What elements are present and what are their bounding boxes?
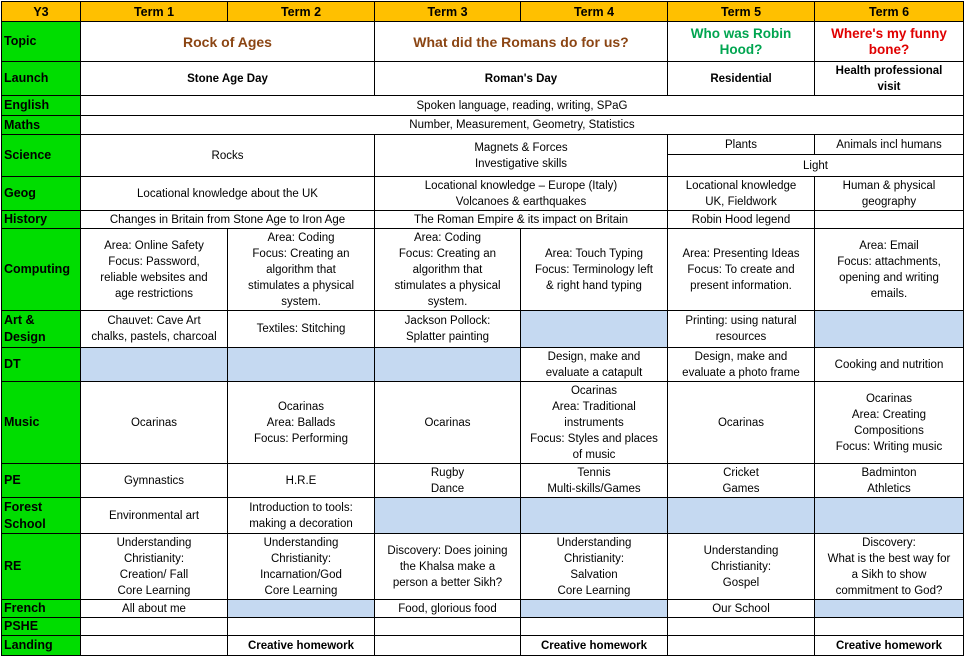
landing-label: Landing (2, 636, 81, 656)
music-term-3: Ocarinas (375, 382, 521, 464)
re-term-1: Understanding Christianity: Creation/ Fall Core Learning (81, 534, 228, 600)
maths-label: Maths (2, 116, 81, 135)
music-row (2, 382, 964, 464)
topic-row (2, 22, 964, 62)
geog-label: Geog (2, 177, 81, 211)
pe-row (2, 464, 964, 498)
landing-row (2, 636, 964, 656)
pe-term-2: H.R.E (228, 464, 375, 498)
pshe-row (2, 618, 964, 636)
pe-label: PE (2, 464, 81, 498)
pe-term-6: Badminton Athletics (815, 464, 964, 498)
art-row (2, 311, 964, 348)
art-term-6 (815, 311, 964, 348)
term-2-header: Term 2 (228, 2, 375, 22)
term-3-header: Term 3 (375, 2, 521, 22)
launch-term-1-2: Stone Age Day (81, 62, 375, 96)
topic-term-6: Where's my funny bone? (815, 22, 964, 62)
pshe-term-5 (668, 618, 815, 636)
launch-row (2, 62, 964, 96)
geog-row (2, 177, 964, 211)
computing-row (2, 229, 964, 311)
topic-label: Topic (2, 22, 81, 62)
geog-term-6: Human & physical geography (815, 177, 964, 211)
art-term-3: Jackson Pollock: Splatter painting (375, 311, 521, 348)
science-term-3-4: Magnets & Forces Investigative skills (375, 135, 668, 177)
year-label: Y3 (2, 2, 81, 22)
art-term-1: Chauvet: Cave Art chalks, pastels, charcoal (81, 311, 228, 348)
art-term-2: Textiles: Stitching (228, 311, 375, 348)
re-term-2: Understanding Christianity: Incarnation/God Core Learning (228, 534, 375, 600)
forest-row (2, 498, 964, 534)
dt-term-2 (228, 348, 375, 382)
geog-term-3-4: Locational knowledge – Europe (Italy) Volcanoes & earthquakes (375, 177, 668, 211)
re-row (2, 534, 964, 600)
history-term-6 (815, 211, 964, 229)
science-label: Science (2, 135, 81, 177)
computing-term-2: Area: Coding Focus: Creating an algorithm that stimulates a physical system. (228, 229, 375, 311)
launch-term-5: Residential (668, 62, 815, 96)
history-label: History (2, 211, 81, 229)
pe-term-3: Rugby Dance (375, 464, 521, 498)
pe-term-1: Gymnastics (81, 464, 228, 498)
curriculum-table (1, 1, 964, 656)
launch-label: Launch (2, 62, 81, 96)
dt-term-5: Design, make and evaluate a photo frame (668, 348, 815, 382)
landing-term-3 (375, 636, 521, 656)
landing-term-4: Creative homework (521, 636, 668, 656)
launch-term-6: Health professional visit (815, 62, 964, 96)
maths-content: Number, Measurement, Geometry, Statistics (81, 116, 964, 135)
forest-term-6 (815, 498, 964, 534)
art-label: Art & Design (2, 311, 81, 348)
topic-term-3-4: What did the Romans do for us? (375, 22, 668, 62)
re-label: RE (2, 534, 81, 600)
pe-term-4: Tennis Multi-skills/Games (521, 464, 668, 498)
term-6-header: Term 6 (815, 2, 964, 22)
forest-term-1: Environmental art (81, 498, 228, 534)
art-term-5: Printing: using natural resources (668, 311, 815, 348)
term-1-header: Term 1 (81, 2, 228, 22)
french-term-2 (228, 600, 375, 618)
french-term-5: Our School (668, 600, 815, 618)
computing-term-3: Area: Coding Focus: Creating an algorithm that stimulates a physical system. (375, 229, 521, 311)
english-label: English (2, 96, 81, 116)
pshe-label: PSHE (2, 618, 81, 636)
forest-term-4 (521, 498, 668, 534)
music-term-5: Ocarinas (668, 382, 815, 464)
history-row (2, 211, 964, 229)
landing-term-5 (668, 636, 815, 656)
computing-term-5: Area: Presenting Ideas Focus: To create and present information. (668, 229, 815, 311)
history-term-3-4: The Roman Empire & its impact on Britain (375, 211, 668, 229)
term-5-header: Term 5 (668, 2, 815, 22)
english-content: Spoken language, reading, writing, SPaG (81, 96, 964, 116)
geog-term-5: Locational knowledge UK, Fieldwork (668, 177, 815, 211)
maths-row (2, 116, 964, 135)
geog-term-1-2: Locational knowledge about the UK (81, 177, 375, 211)
science-term-6: Animals incl humans (815, 135, 964, 155)
dt-term-4: Design, make and evaluate a catapult (521, 348, 668, 382)
re-term-5: Understanding Christianity: Gospel (668, 534, 815, 600)
dt-label: DT (2, 348, 81, 382)
pe-term-5: Cricket Games (668, 464, 815, 498)
history-term-1-2: Changes in Britain from Stone Age to Iron Age (81, 211, 375, 229)
re-term-6: Discovery: What is the best way for a Sikh to show commitment to God? (815, 534, 964, 600)
pshe-term-1 (81, 618, 228, 636)
term-4-header: Term 4 (521, 2, 668, 22)
re-term-4: Understanding Christianity: Salvation Core Learning (521, 534, 668, 600)
pshe-term-3 (375, 618, 521, 636)
music-term-4: Ocarinas Area: Traditional instruments Focus: Styles and places of music (521, 382, 668, 464)
landing-term-6: Creative homework (815, 636, 964, 656)
forest-term-3 (375, 498, 521, 534)
dt-term-3 (375, 348, 521, 382)
re-term-3: Discovery: Does joining the Khalsa make a person a better Sikh? (375, 534, 521, 600)
science-term-5: Plants (668, 135, 815, 155)
french-term-4 (521, 600, 668, 618)
french-term-6 (815, 600, 964, 618)
english-row (2, 96, 964, 116)
topic-term-1-2: Rock of Ages (81, 22, 375, 62)
computing-term-6: Area: Email Focus: attachments, opening and writing emails. (815, 229, 964, 311)
launch-term-3-4: Roman's Day (375, 62, 668, 96)
french-term-1: All about me (81, 600, 228, 618)
science-row (2, 135, 964, 155)
pshe-term-2 (228, 618, 375, 636)
landing-term-1 (81, 636, 228, 656)
art-term-4 (521, 311, 668, 348)
french-label: French (2, 600, 81, 618)
forest-term-5 (668, 498, 815, 534)
forest-term-2: Introduction to tools: making a decoration (228, 498, 375, 534)
music-term-1: Ocarinas (81, 382, 228, 464)
header-row (2, 2, 964, 22)
forest-label: Forest School (2, 498, 81, 534)
pshe-term-6 (815, 618, 964, 636)
music-term-2: Ocarinas Area: Ballads Focus: Performing (228, 382, 375, 464)
history-term-5: Robin Hood legend (668, 211, 815, 229)
dt-term-6: Cooking and nutrition (815, 348, 964, 382)
music-term-6: Ocarinas Area: Creating Compositions Focus: Writing music (815, 382, 964, 464)
music-label: Music (2, 382, 81, 464)
computing-label: Computing (2, 229, 81, 311)
science-term-5-6: Light (668, 155, 964, 177)
computing-term-1: Area: Online Safety Focus: Password, reliable websites and age restrictions (81, 229, 228, 311)
dt-term-1 (81, 348, 228, 382)
dt-row (2, 348, 964, 382)
topic-term-5: Who was Robin Hood? (668, 22, 815, 62)
landing-term-2: Creative homework (228, 636, 375, 656)
french-row (2, 600, 964, 618)
french-term-3: Food, glorious food (375, 600, 521, 618)
science-term-1-2: Rocks (81, 135, 375, 177)
computing-term-4: Area: Touch Typing Focus: Terminology left & right hand typing (521, 229, 668, 311)
pshe-term-4 (521, 618, 668, 636)
